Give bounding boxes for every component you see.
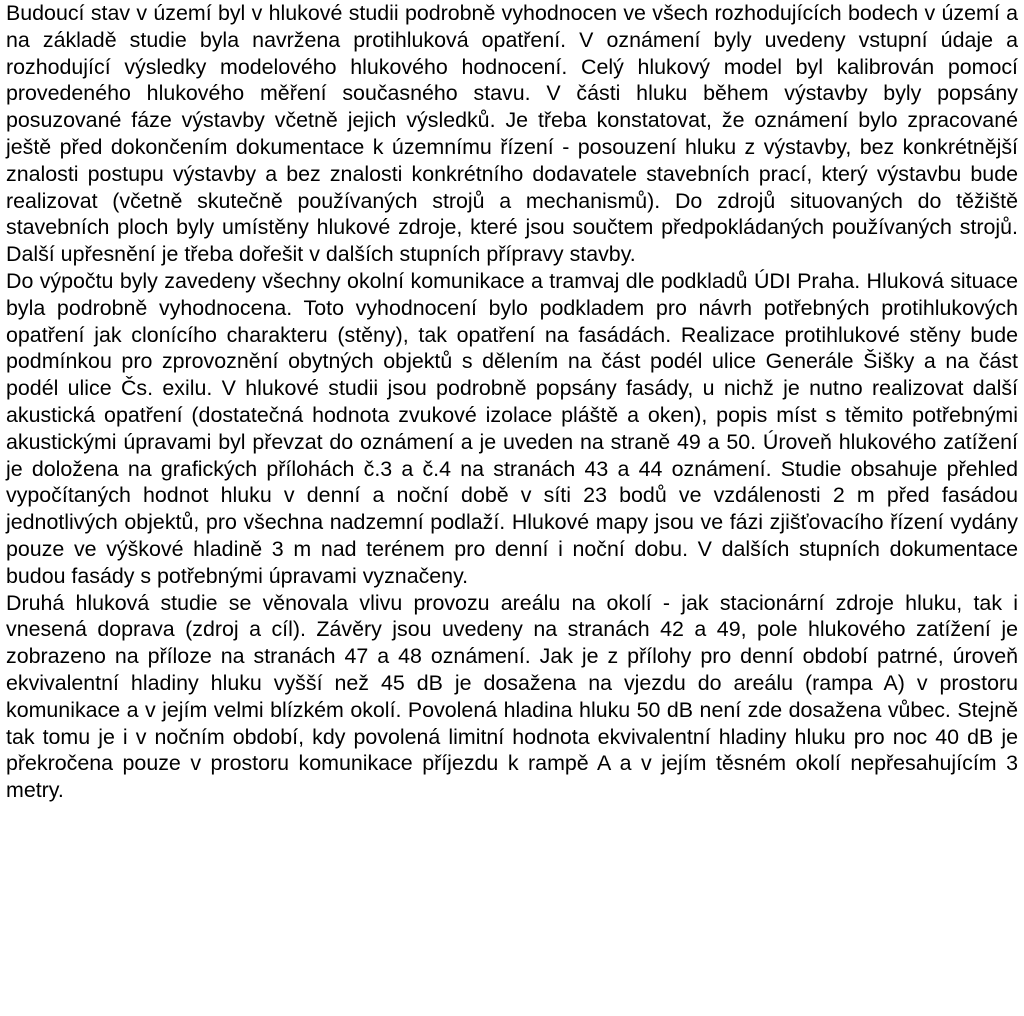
paragraph-construction-noise: Budoucí stav v území byl v hlukové studii podrobně vyhodnocen ve všech rozhodujících bodech v území a na základě studie byla navržena protihluková opatření. V oznámení byly uvedeny vstupní údaje a rozhodující výsledky modelového hlukového hodnocení. Celý hlukový model byl kalibrován pomocí provedeného hlukového měření současného stavu. V části hluku během výstavby byly popsány posuzované fáze výstavby včetně jejich výsledků. Je třeba konstatovat, že oznámení bylo zpracované ještě před dokončením dokumentace k územnímu řízení - posouzení hluku z výstavby, bez konkrétnější znalosti postupu výstavby a bez znalosti konkrétního dodavatele stavebních prací, který výstavbu bude realizovat (včetně skutečně používaných strojů a mechanismů). Do zdrojů situovaných do těžiště stavebních ploch byly umístěny hlukové zdroje, které jsou součtem předpokládaných používaných strojů. Další upřesnění je třeba dořešit v dalších stupních přípravy stavby. — [6, 1, 1018, 267]
paragraph-traffic-noise: Do výpočtu byly zavedeny všechny okolní komunikace a tramvaj dle podkladů ÚDI Praha. Hluková situace byla podrobně vyhodnocena. Toto vyhodnocení bylo podkladem pro návrh potřebných protihlukových opatření jak clonícího charakteru (stěny), tak opatření na fasádách. Realizace protihlukové stěny bude podmínkou pro zprovoznění obytných objektů s dělením na část podél ulice Generále Šišky a na část podél ulice Čs. exilu. V hlukové studii jsou podrobně popsány fasády, u nichž je nutno realizovat další akustická opatření (dostatečná hodnota zvukové izolace pláště a oken), popis míst s těmito potřebnými akustickými úpravami byl převzat do oznámení a je uveden na straně 49 a 50. Úroveň hlukového zatížení je doložena na grafických přílohách č.3 a č.4 na stranách 43 a 44 oznámení. Studie obsahuje přehled vypočítaných hodnot hluku v denní a noční době v síti 23 bodů ve vzdálenosti 2 m před fasádou jednotlivých objektů, pro všechna nadzemní podlaží. Hlukové mapy jsou ve fázi zjišťovacího řízení vydány pouze ve výškové hladině 3 m nad terénem pro denní i noční dobu. V dalších stupních dokumentace budou fasády s potřebnými úpravami vyznačeny. — [6, 268, 1018, 588]
paragraph-operation-noise: Druhá hluková studie se věnovala vlivu provozu areálu na okolí - jak stacionární zdroje hluku, tak i vnesená doprava (zdroj a cíl). Závěry jsou uvedeny na stranách 42 a 49, pole hlukového zatížení je zobrazeno na příloze na stranách 47 a 48 oznámení. Jak je z přílohy pro denní období patrné, úroveň ekvivalentní hladiny hluku vyšší než 45 dB je dosažena na vjezdu do areálu (rampa A) v prostoru komunikace a v jejím velmi blízkém okolí. Povolená hladina hluku 50 dB není zde dosažena vůbec. Stejně tak tomu je i v nočním období, kdy povolená limitní hodnota ekvivalentní hladiny hluku pro noc 40 dB je překročena pouze v prostoru komunikace příjezdu k rampě A a v jejím těsném okolí nepřesahujícím 3 metry. — [6, 590, 1018, 803]
document-body — [6, 0, 1018, 804]
